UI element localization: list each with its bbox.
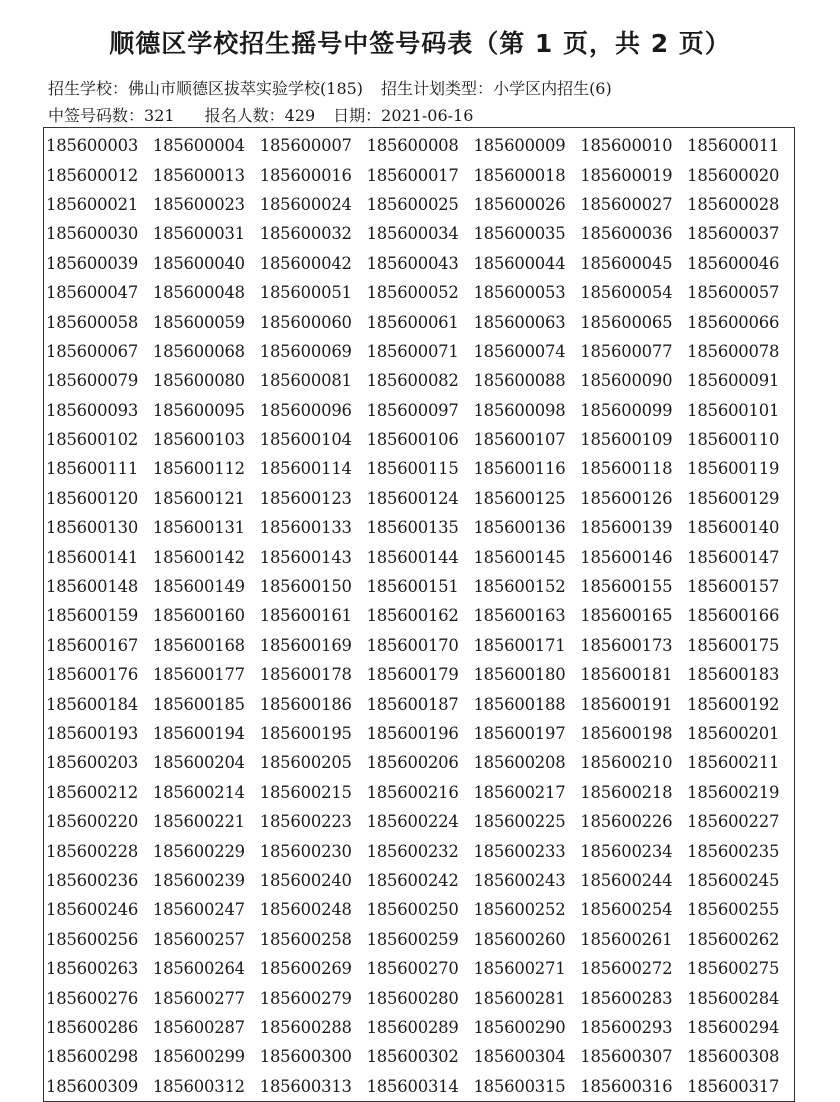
lottery-number: 185600145: [473, 547, 566, 567]
lottery-number: 185600126: [580, 488, 673, 508]
lottery-number: 185600026: [473, 194, 566, 214]
lottery-number: 185600175: [687, 635, 780, 655]
lottery-number: 185600149: [152, 577, 245, 597]
table-row: [46, 249, 794, 278]
lottery-number: 185600170: [366, 635, 459, 655]
lottery-number: 185600082: [366, 371, 459, 391]
lottery-number: 185600179: [366, 665, 459, 685]
lottery-number: 185600255: [687, 900, 780, 920]
table-row: [46, 307, 794, 336]
lottery-number: 185600173: [580, 635, 673, 655]
lottery-number: 185600008: [366, 136, 459, 156]
table-row: [46, 425, 794, 454]
lottery-number: 185600104: [259, 430, 352, 450]
lottery-number: 185600118: [580, 459, 673, 479]
lottery-number: 185600167: [46, 635, 139, 655]
lottery-number: 185600148: [46, 577, 139, 597]
lottery-number: 185600143: [259, 547, 352, 567]
lottery-number: 185600299: [152, 1047, 245, 1067]
school-value: 佛山市顺德区拔萃实验学校(185): [128, 79, 364, 98]
lottery-number: 185600217: [473, 782, 566, 802]
lottery-number: 185600165: [580, 606, 673, 626]
lottery-number: 185600012: [46, 165, 139, 185]
lottery-number: 185600218: [580, 782, 673, 802]
applicants-value: 429: [284, 106, 316, 125]
table-row: [46, 660, 794, 689]
lottery-number: 185600245: [687, 870, 780, 890]
lottery-number: 185600042: [259, 253, 352, 273]
lottery-number: 185600061: [366, 312, 459, 332]
lottery-number: 185600216: [366, 782, 459, 802]
lottery-number: 185600011: [687, 136, 780, 156]
lottery-number: 185600060: [259, 312, 352, 332]
lottery-number: 185600277: [152, 988, 245, 1008]
lottery-number: 185600203: [46, 753, 139, 773]
lottery-number: 185600210: [580, 753, 673, 773]
lottery-number: 185600025: [366, 194, 459, 214]
lottery-number: 185600032: [259, 224, 352, 244]
lottery-number: 185600018: [473, 165, 566, 185]
lottery-number: 185600226: [580, 812, 673, 832]
lottery-number: 185600047: [46, 283, 139, 303]
lottery-number: 185600208: [473, 753, 566, 773]
lottery-number: 185600220: [46, 812, 139, 832]
table-row: [46, 983, 794, 1012]
table-row: [46, 278, 794, 307]
lottery-number: 185600302: [366, 1047, 459, 1067]
lottery-number: 185600028: [687, 194, 780, 214]
lottery-number: 185600159: [46, 606, 139, 626]
stats-info-line: [48, 103, 473, 126]
table-row: [46, 542, 794, 571]
lottery-number: 185600225: [473, 812, 566, 832]
lottery-number: 185600227: [687, 812, 780, 832]
lottery-number: 185600260: [473, 929, 566, 949]
lottery-number: 185600017: [366, 165, 459, 185]
lottery-number: 185600157: [687, 577, 780, 597]
lottery-number: 185600187: [366, 694, 459, 714]
winners-value: 321: [144, 106, 175, 125]
lottery-number: 185600102: [46, 430, 139, 450]
lottery-number: 185600010: [580, 136, 673, 156]
lottery-number: 185600045: [580, 253, 673, 273]
table-row: [46, 337, 794, 366]
lottery-number: 185600177: [152, 665, 245, 685]
lottery-number: 185600290: [473, 1017, 566, 1037]
lottery-number: 185600068: [152, 341, 245, 361]
lottery-number: 185600162: [366, 606, 459, 626]
lottery-number: 185600287: [152, 1017, 245, 1037]
lottery-number: 185600044: [473, 253, 566, 273]
lottery-number: 185600098: [473, 400, 566, 420]
table-row: [46, 366, 794, 395]
lottery-number: 185600091: [687, 371, 780, 391]
lottery-number: 185600229: [152, 841, 245, 861]
lottery-number: 185600186: [259, 694, 352, 714]
lottery-number: 185600081: [259, 371, 352, 391]
lottery-number: 185600074: [473, 341, 566, 361]
lottery-number: 185600188: [473, 694, 566, 714]
lottery-number: 185600043: [366, 253, 459, 273]
lottery-number: 185600057: [687, 283, 780, 303]
lottery-number: 185600080: [152, 371, 245, 391]
table-row: [46, 454, 794, 483]
lottery-number: 185600230: [259, 841, 352, 861]
lottery-number: 185600111: [46, 459, 139, 479]
date-label: 日期：: [333, 106, 382, 125]
lottery-number: 185600161: [259, 606, 352, 626]
page-title: 顺德区学校招生摇号中签号码表（第 1 页，共 2 页）: [109, 29, 731, 58]
lottery-number: 185600035: [473, 224, 566, 244]
lottery-number: 185600129: [687, 488, 780, 508]
table-row: [46, 484, 794, 513]
lottery-number: 185600192: [687, 694, 780, 714]
lottery-number: 185600140: [687, 518, 780, 538]
lottery-number: 185600293: [580, 1017, 673, 1037]
lottery-number: 185600009: [473, 136, 566, 156]
lottery-number: 185600027: [580, 194, 673, 214]
lottery-number: 185600243: [473, 870, 566, 890]
lottery-number: 185600059: [152, 312, 245, 332]
table-row: [46, 719, 794, 748]
lottery-number: 185600021: [46, 194, 139, 214]
lottery-number: 185600065: [580, 312, 673, 332]
lottery-number: 185600239: [152, 870, 245, 890]
lottery-number: 185600109: [580, 430, 673, 450]
table-row: [46, 572, 794, 601]
lottery-number: 185600212: [46, 782, 139, 802]
lottery-number: 185600235: [687, 841, 780, 861]
lottery-number: 185600095: [152, 400, 245, 420]
lottery-number: 185600071: [366, 341, 459, 361]
lottery-number: 185600160: [152, 606, 245, 626]
lottery-number: 185600252: [473, 900, 566, 920]
lottery-number: 185600135: [366, 518, 459, 538]
lottery-number: 185600169: [259, 635, 352, 655]
lottery-number: 185600141: [46, 547, 139, 567]
lottery-number: 185600183: [687, 665, 780, 685]
table-row: [46, 689, 794, 718]
lottery-number: 185600298: [46, 1047, 139, 1067]
applicants-label: 报名人数：: [204, 106, 285, 125]
lottery-number: 185600270: [366, 959, 459, 979]
table-row: [46, 513, 794, 542]
lottery-number: 185600313: [259, 1076, 352, 1096]
lottery-number: 185600204: [152, 753, 245, 773]
lottery-number: 185600194: [152, 724, 245, 743]
lottery-number: 185600281: [473, 988, 566, 1008]
table-row: [46, 601, 794, 630]
lottery-number: 185600246: [46, 900, 139, 920]
lottery-number: 185600224: [366, 812, 459, 832]
lottery-number: 185600256: [46, 929, 139, 949]
lottery-number: 185600250: [366, 900, 459, 920]
lottery-number: 185600193: [46, 724, 139, 743]
lottery-number: 185600078: [687, 341, 780, 361]
lottery-number: 185600214: [152, 782, 245, 802]
lottery-number: 185600114: [259, 459, 352, 479]
lottery-number: 185600283: [580, 988, 673, 1008]
lottery-number: 185600112: [152, 459, 245, 479]
lottery-number: 185600244: [580, 870, 673, 890]
lottery-number: 185600107: [473, 430, 566, 450]
lottery-number: 185600180: [473, 665, 566, 685]
lottery-number: 185600031: [152, 224, 245, 244]
table-row: [46, 1042, 794, 1071]
lottery-number: 185600039: [46, 253, 139, 273]
lottery-number: 185600176: [46, 665, 139, 685]
lottery-number: 185600037: [687, 224, 780, 244]
table-row: [46, 1013, 794, 1042]
lottery-number: 185600101: [687, 400, 780, 420]
lottery-number: 185600254: [580, 900, 673, 920]
lottery-number: 185600136: [473, 518, 566, 538]
lottery-number: 185600317: [687, 1076, 780, 1096]
lottery-number: 185600120: [46, 488, 139, 508]
lottery-number: 185600178: [259, 665, 352, 685]
lottery-number: 185600233: [473, 841, 566, 861]
table-row: [46, 895, 794, 924]
lottery-number: 185600221: [152, 812, 245, 832]
lottery-number: 185600259: [366, 929, 459, 949]
lottery-number: 185600185: [152, 694, 245, 714]
lottery-number: 185600131: [152, 518, 245, 538]
table-row: [46, 866, 794, 895]
lottery-number: 185600058: [46, 312, 139, 332]
lottery-number: 185600007: [259, 136, 352, 156]
lottery-number: 185600103: [152, 430, 245, 450]
lottery-number: 185600151: [366, 577, 459, 597]
lottery-number: 185600269: [259, 959, 352, 979]
lottery-number: 185600040: [152, 253, 245, 273]
lottery-number: 185600196: [366, 724, 459, 743]
lottery-number: 185600223: [259, 812, 352, 832]
table-row: [46, 631, 794, 660]
lottery-number: 185600247: [152, 900, 245, 920]
lottery-number: 185600124: [366, 488, 459, 508]
lottery-number: 185600004: [152, 136, 245, 156]
table-row: [46, 396, 794, 425]
lottery-number: 185600263: [46, 959, 139, 979]
lottery-number: 185600090: [580, 371, 673, 391]
lottery-number: 185600314: [366, 1076, 459, 1096]
lottery-number: 185600121: [152, 488, 245, 508]
lottery-number: 185600289: [366, 1017, 459, 1037]
lottery-number: 185600264: [152, 959, 245, 979]
lottery-number: 185600198: [580, 724, 673, 743]
lottery-number: 185600206: [366, 753, 459, 773]
lottery-number: 185600262: [687, 929, 780, 949]
lottery-number: 185600288: [259, 1017, 352, 1037]
lottery-number: 185600166: [687, 606, 780, 626]
lottery-number: 185600133: [259, 518, 352, 538]
lottery-number: 185600219: [687, 782, 780, 802]
lottery-number: 185600181: [580, 665, 673, 685]
lottery-number: 185600054: [580, 283, 673, 303]
lottery-number-table: [43, 127, 795, 1102]
lottery-number: 185600115: [366, 459, 459, 479]
lottery-number: 185600232: [366, 841, 459, 861]
lottery-number: 185600201: [687, 724, 780, 743]
lottery-number: 185600308: [687, 1047, 780, 1067]
lottery-number: 185600096: [259, 400, 352, 420]
lottery-number: 185600271: [473, 959, 566, 979]
lottery-number: 185600139: [580, 518, 673, 538]
lottery-number: 185600205: [259, 753, 352, 773]
lottery-number: 185600261: [580, 929, 673, 949]
date-value: 2021-06-16: [381, 106, 474, 125]
lottery-number: 185600144: [366, 547, 459, 567]
lottery-number: 185600272: [580, 959, 673, 979]
lottery-number: 185600228: [46, 841, 139, 861]
table-row: [46, 925, 794, 954]
lottery-number: 185600312: [152, 1076, 245, 1096]
lottery-number: 185600024: [259, 194, 352, 214]
lottery-number: 185600099: [580, 400, 673, 420]
lottery-number: 185600242: [366, 870, 459, 890]
lottery-number: 185600063: [473, 312, 566, 332]
winners-label: 中签号码数：: [48, 106, 145, 125]
lottery-number: 185600147: [687, 547, 780, 567]
lottery-number: 185600248: [259, 900, 352, 920]
table-row: [46, 807, 794, 836]
school-label: 招生学校：: [48, 79, 129, 98]
lottery-number: 185600097: [366, 400, 459, 420]
lottery-number: 185600315: [473, 1076, 566, 1096]
lottery-number: 185600240: [259, 870, 352, 890]
lottery-number: 185600125: [473, 488, 566, 508]
table-row: [46, 778, 794, 807]
lottery-number: 185600300: [259, 1047, 352, 1067]
lottery-number: 185600168: [152, 635, 245, 655]
lottery-number: 185600053: [473, 283, 566, 303]
lottery-number: 185600030: [46, 224, 139, 244]
school-info-line: [48, 76, 612, 99]
lottery-number: 185600155: [580, 577, 673, 597]
table-row: [46, 219, 794, 248]
lottery-number: 185600163: [473, 606, 566, 626]
lottery-number: 185600048: [152, 283, 245, 303]
lottery-number: 185600195: [259, 724, 352, 743]
lottery-number: 185600184: [46, 694, 139, 714]
lottery-number: 185600079: [46, 371, 139, 391]
lottery-number: 185600052: [366, 283, 459, 303]
table-row: [46, 748, 794, 777]
lottery-number: 185600257: [152, 929, 245, 949]
lottery-number: 185600077: [580, 341, 673, 361]
lottery-number: 185600036: [580, 224, 673, 244]
lottery-number: 185600307: [580, 1047, 673, 1067]
lottery-number: 185600275: [687, 959, 780, 979]
lottery-number: 185600294: [687, 1017, 780, 1037]
lottery-number: 185600020: [687, 165, 780, 185]
lottery-number: 185600152: [473, 577, 566, 597]
lottery-number: 185600276: [46, 988, 139, 1008]
lottery-number: 185600286: [46, 1017, 139, 1037]
lottery-number: 185600023: [152, 194, 245, 214]
lottery-number: 185600191: [580, 694, 673, 714]
table-row: [46, 131, 794, 160]
lottery-number: 185600069: [259, 341, 352, 361]
lottery-number: 185600116: [473, 459, 566, 479]
table-row: [46, 954, 794, 983]
lottery-number: 185600123: [259, 488, 352, 508]
lottery-number: 185600234: [580, 841, 673, 861]
lottery-number: 185600316: [580, 1076, 673, 1096]
table-row: [46, 160, 794, 189]
table-row: [46, 1072, 794, 1101]
lottery-number: 185600110: [687, 430, 780, 450]
lottery-number: 185600280: [366, 988, 459, 1008]
lottery-number: 185600146: [580, 547, 673, 567]
lottery-number: 185600130: [46, 518, 139, 538]
lottery-number: 185600093: [46, 400, 139, 420]
lottery-number: 185600309: [46, 1076, 139, 1096]
plan-value: 小学区内招生(6): [493, 79, 612, 98]
lottery-number: 185600258: [259, 929, 352, 949]
lottery-number: 185600142: [152, 547, 245, 567]
lottery-number: 185600197: [473, 724, 566, 743]
lottery-number: 185600046: [687, 253, 780, 273]
lottery-number: 185600119: [687, 459, 780, 479]
lottery-number: 185600284: [687, 988, 780, 1008]
lottery-number: 185600003: [46, 136, 139, 156]
lottery-number: 185600150: [259, 577, 352, 597]
plan-label: 招生计划类型：: [381, 79, 494, 98]
lottery-number: 185600088: [473, 371, 566, 391]
lottery-number: 185600106: [366, 430, 459, 450]
lottery-number: 185600034: [366, 224, 459, 244]
lottery-number: 185600066: [687, 312, 780, 332]
lottery-number: 185600051: [259, 283, 352, 303]
lottery-number: 185600067: [46, 341, 139, 361]
lottery-number: 185600171: [473, 635, 566, 655]
table-row: [46, 190, 794, 219]
lottery-number: 185600016: [259, 165, 352, 185]
lottery-number: 185600013: [152, 165, 245, 185]
lottery-number: 185600211: [687, 753, 780, 773]
lottery-number: 185600304: [473, 1047, 566, 1067]
lottery-number: 185600019: [580, 165, 673, 185]
table-row: [46, 836, 794, 865]
lottery-number: 185600279: [259, 988, 352, 1008]
lottery-number: 185600215: [259, 782, 352, 802]
lottery-number: 185600236: [46, 870, 139, 890]
